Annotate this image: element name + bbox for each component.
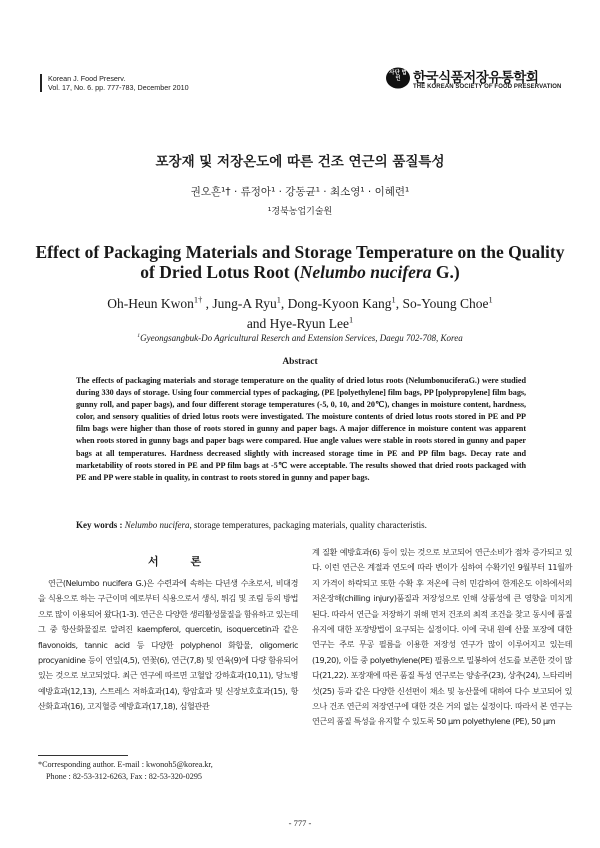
abstract-text: The effects of packaging materials and storage temperature on the quality of dried lotus roots (NelumbonuciferaG.) were studied during 330 days of storage. Using four commercial types of packaging, (PE [polyethylene] film bags, PP [polypropylene] film bags, gunny roll, and paper bags), and four different storage temperatures (-5, 0, 10, and 20℃), changes in moisture content, hardness, color, and sensory qualities of dried lotus roots were investigated. The moisture contents of dried lotus roots stored in PE and PP film bags were higher than those of roots stored in gunny and paper bags. A major difference in moisture content was apparent when roots stored in gunny bags and paper bags were compared. Hue angle values were stable in roots stored in gunny and paper bags at all temperatures. Hardness decreased slightly with increased storage time in PE and PP film bags. Decay rate and marketability of roots stored in PE and PP film bags at -5℃ were acceptable. The results showed that dried roots packaged with PE and PP were stable in quality, in contrast to roots stored in gunny and paper bags. <box>76 376 526 482</box>
keywords-label: Key words : <box>76 520 123 530</box>
title-korean: 포장재 및 저장온도에 따른 건조 연근의 품질특성 <box>155 154 445 170</box>
species-name: Nelumbo nucifera <box>299 262 432 282</box>
keywords: Key words : Nelumbo nucifera, storage temperatures, packaging materials, quality characteristis. <box>76 520 427 530</box>
page-number: - 777 - <box>288 818 312 828</box>
title-english-line2: of Dried Lotus Root (Nelumbo nucifera G.) <box>140 262 460 282</box>
society-name-kr: 한국식품저장유통학회 <box>413 70 539 86</box>
title-english <box>0 242 600 282</box>
society-logo-block <box>386 66 562 94</box>
authors-english <box>0 294 600 334</box>
society-emblem-text: 사단 법인 <box>389 70 407 83</box>
corresponding-author-footnote: *Corresponding author. E-mail : kwonoh5@korea.kr, Phone : 82-53-312-6263, Fax : 82-53-320-0295 <box>38 760 213 781</box>
authors-line1: Oh-Heun Kwon$^{1\dagger}$ , Jung-A Ryu$^1$, Dong-Kyoon Kang$^1$, So-Young Choe$^1$ <box>107 295 493 311</box>
authors-korean: 권오흔¹† · 류정아¹ · 강동균¹ · 최소영¹ · 이혜련¹ <box>190 186 410 198</box>
body-column-right: 계 질환 예방효과(6) 등이 있는 것으로 보고되어 연근소비가 점차 증가되고 있다. 이런 연근은 계절과 연도에 따라 변이가 심하여 수확기인 9월부터 11월까지 가격이 하락되고 또한 수확 후 저온에 극히 민감하여 한계온도 이하에서의 저온장해(chilling injury)품질과 저장성으로 인해 상품성에 큰 영향을 미치게 된다. 따라서 연근을 저장하기 위해 먼저 건조의 최적 조건을 찾고 동시에 품질유지에 대한 포장방법이 요구되는 실정이다. 이에 국내 원예 산물 포장에 대한 연구는 주로 무공 필름을 이용한 저장성 연구가 많이 이루어지고 있는데(19,20), 이들 중 polyethylene(PE) 필름으로 밀봉하여 선도를 보존한 것이 많다(21,22). 포장재에 따른 품질 특성 연구로는 양송주(23), 상추(24), 느타리버섯(25) 등과 같은 다양한 신선편이 채소 및 농산물에 대하여 다수 보고되어 있으나 건조 연근의 저장연구에 대한 것은 거의 없는 실정이다. 따라서 본 연구는 연근의 품질 특성을 유지할 수 있도록 50 μm polyethylene (PE), 50 μm <box>312 547 572 727</box>
abstract-heading: Abstract <box>282 357 318 367</box>
journal-citation <box>40 74 189 92</box>
affiliation-korean: ¹경북농업기술원 <box>267 207 333 217</box>
title-english-line1: Effect of Packaging Materials and Storage Temperature on the Quality <box>35 242 565 262</box>
section-heading: 서 론 <box>148 555 216 568</box>
journal-name: Korean J. Food Preserv. <box>48 74 126 83</box>
body-column-left: 연근(Nelumbo nucifera G.)은 수련과에 속하는 다년생 수초로서, 비대경을 식용으로 하는 구근이며 예로부터 식용으로서 생식, 튀김 및 조림 등의 방법으로 많이 이용되어 왔다(1-3). 연근은 다양한 생리활성물질을 함유하고 있는데 그 중 항산화물질로 알려진 kaempferol, quercetin, isoquercetin과 같은 flavonoids, tannic acid 등 다양한 polyphenol 화합물, oligomeric procyanidine 등이 연잎(4,5), 연꽃(6), 연근(7,8) 및 연육(9)에 다량 함유되어 있는 것으로 보고되었다. 최근 연구에 따르면 고혈압 강하효과(10,11), 당뇨병 예방효과(12,13), 스트레스 저하효과(14), 항암효과 및 신장보호효과(15), 항산화효과(16), 고지혈증 예방효과(17,18), 심혈관관 <box>38 578 298 712</box>
journal-volume: Vol. 17, No. 6. pp. 777-783, December 2010 <box>48 83 189 92</box>
affiliation-english: $^1$Gyeongsangbuk-Do Agricultural Reserch and Extension Services, Daegu 702-708, Korea <box>137 333 463 343</box>
society-name-en: THE KOREAN SOCIETY OF FOOD PRESERVATION <box>413 84 562 90</box>
footnote-divider <box>38 755 128 756</box>
authors-line2: and Hye-Ryun Lee$^1$ <box>246 315 354 331</box>
